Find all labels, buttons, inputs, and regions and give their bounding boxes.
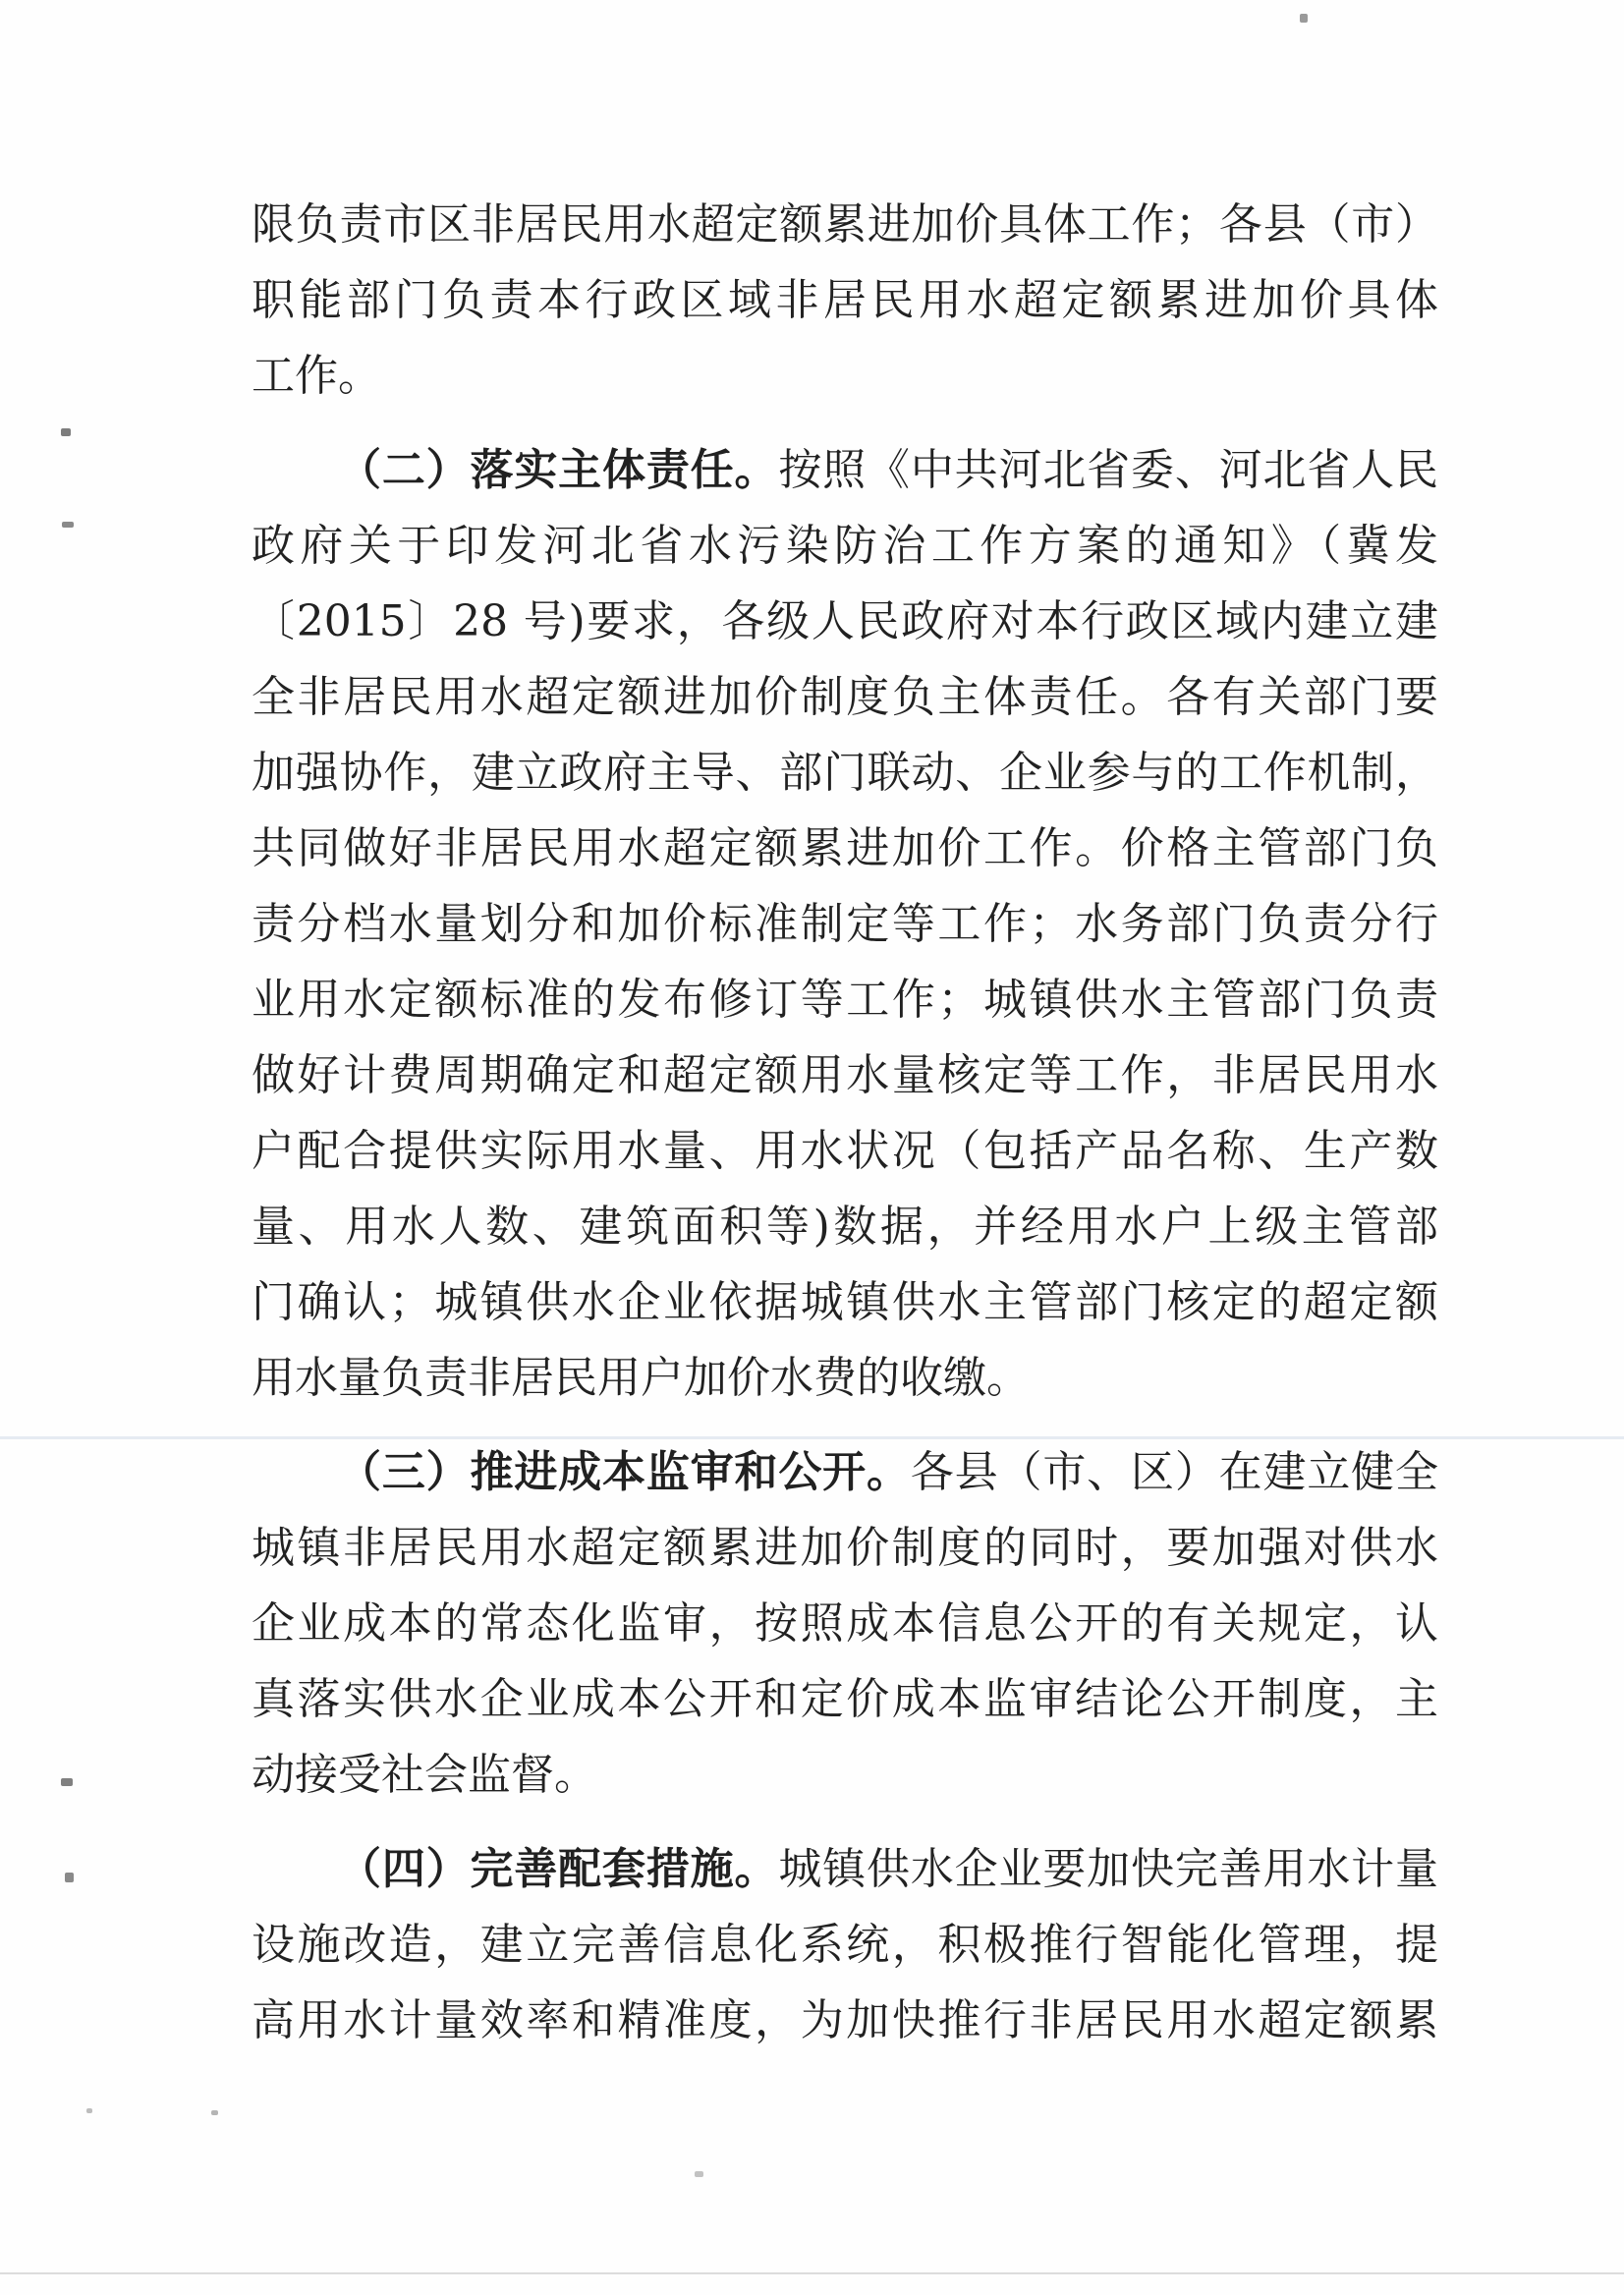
paragraph bbox=[252, 187, 1438, 414]
body-text: 城镇供水企业要加快完善用水计量 bbox=[778, 1844, 1438, 1894]
text-line bbox=[252, 962, 1438, 1037]
section-heading: （三）推进成本监审和公开。 bbox=[338, 1447, 911, 1497]
body-text: 做好计费周期确定和超定额用水量核定等工作，非居民用水 bbox=[252, 1050, 1438, 1100]
body-text: 户配合提供实际用水量、用水状况（包括产品名称、生产数 bbox=[252, 1126, 1438, 1176]
text-line bbox=[252, 1510, 1438, 1586]
body-text: 加强协作，建立政府主导、部门联动、企业参与的工作机制， bbox=[252, 748, 1438, 798]
body-text: 真落实供水企业成本公开和定价成本监审结论公开制度，主 bbox=[252, 1674, 1438, 1724]
body-text: 限负责市区非居民用水超定额累进加价具体工作；各县（市） bbox=[252, 199, 1438, 250]
section-heading: （四）完善配套措施。 bbox=[338, 1844, 779, 1894]
text-line bbox=[252, 886, 1438, 962]
paragraph bbox=[252, 1831, 1438, 2058]
ink-speck-artifact bbox=[211, 2110, 218, 2115]
body-text: 用水量负责非居民用户加价水费的收缴。 bbox=[252, 1353, 1030, 1403]
document-text bbox=[252, 187, 1438, 2058]
body-text: 责分档水量划分和加价标准制定等工作；水务部门负责分行 bbox=[252, 899, 1438, 949]
text-line bbox=[252, 262, 1438, 338]
body-text: 业用水定额标准的发布修订等工作；城镇供水主管部门负责 bbox=[252, 975, 1438, 1025]
scan-line-artifact bbox=[0, 2272, 1624, 2274]
body-text: 动接受社会监督。 bbox=[252, 1750, 597, 1800]
body-text: 全非居民用水超定额进加价制度负主体责任。各有关部门要 bbox=[252, 672, 1438, 722]
text-line bbox=[252, 338, 1438, 414]
ink-speck-artifact bbox=[695, 2171, 703, 2177]
text-line bbox=[252, 1907, 1438, 1983]
body-text: 门确认；城镇供水企业依据城镇供水主管部门核定的超定额 bbox=[252, 1277, 1438, 1327]
body-text: 设施改造，建立完善信息化系统，积极推行智能化管理，提 bbox=[252, 1920, 1438, 1970]
body-text: 各县（市、区）在建立健全 bbox=[910, 1447, 1438, 1497]
text-line bbox=[252, 432, 1438, 508]
text-line bbox=[252, 1586, 1438, 1661]
text-line bbox=[252, 1831, 1438, 1907]
body-text: 城镇非居民用水超定额累进加价制度的同时，要加强对供水 bbox=[252, 1523, 1438, 1573]
text-line bbox=[252, 187, 1438, 262]
ink-speck-artifact bbox=[62, 522, 74, 528]
text-line bbox=[252, 1264, 1438, 1340]
text-line bbox=[252, 1434, 1438, 1510]
paragraph bbox=[252, 432, 1438, 1416]
body-text: 按照《中共河北省委、河北省人民 bbox=[778, 445, 1438, 495]
text-line bbox=[252, 1661, 1438, 1737]
text-line bbox=[252, 1113, 1438, 1189]
text-line bbox=[252, 659, 1438, 735]
body-text: 政府关于印发河北省水污染防治工作方案的通知》（冀发 bbox=[252, 521, 1438, 571]
text-line bbox=[252, 811, 1438, 886]
text-line bbox=[252, 584, 1438, 659]
section-heading: （二）落实主体责任。 bbox=[338, 445, 779, 495]
body-text: 企业成本的常态化监审，按照成本信息公开的有关规定，认 bbox=[252, 1598, 1438, 1649]
body-text: 共同做好非居民用水超定额累进加价工作。价格主管部门负 bbox=[252, 823, 1438, 873]
text-line bbox=[252, 735, 1438, 811]
body-text: 职能部门负责本行政区域非居民用水超定额累进加价具体 bbox=[252, 275, 1438, 325]
body-text: 量、用水人数、建筑面积等)数据，并经用水户上级主管部 bbox=[252, 1202, 1438, 1252]
text-line bbox=[252, 1737, 1438, 1813]
ink-speck-artifact bbox=[65, 1873, 74, 1882]
text-line bbox=[252, 1189, 1438, 1264]
body-text: 高用水计量效率和精准度，为加快推行非居民用水超定额累 bbox=[252, 1995, 1438, 2045]
body-text: 工作。 bbox=[252, 351, 381, 401]
body-text: 〔2015〕28 号)要求，各级人民政府对本行政区域内建立建 bbox=[252, 596, 1438, 646]
ink-speck-artifact bbox=[86, 2108, 92, 2113]
text-line bbox=[252, 1340, 1438, 1416]
ink-speck-artifact bbox=[1300, 14, 1308, 23]
text-line bbox=[252, 1983, 1438, 2058]
ink-speck-artifact bbox=[61, 1778, 73, 1786]
text-line bbox=[252, 1037, 1438, 1113]
text-line bbox=[252, 508, 1438, 584]
ink-speck-artifact bbox=[61, 428, 71, 436]
paragraph bbox=[252, 1434, 1438, 1813]
